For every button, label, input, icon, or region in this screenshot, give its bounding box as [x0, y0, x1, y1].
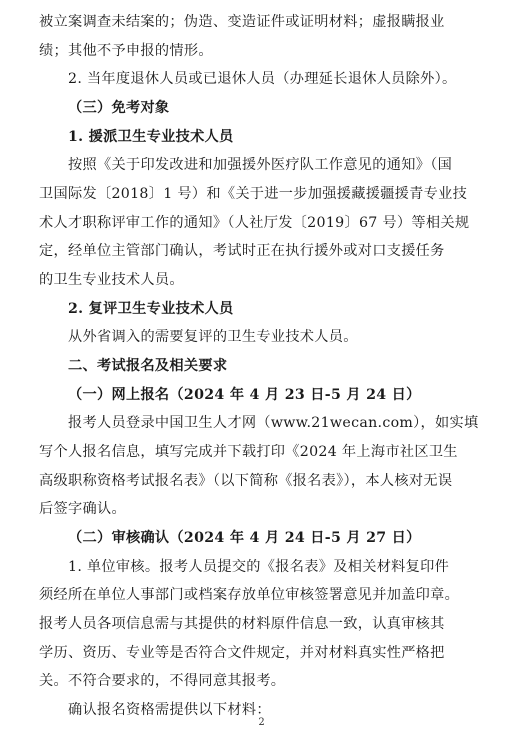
text-line: 确认报名资格需提供以下材料： — [68, 702, 271, 718]
text-line: 的卫生专业技术人员。 — [39, 272, 184, 288]
section-heading: （三）免考对象 — [68, 100, 170, 116]
subsection-heading: 2. 复评卫生专业技术人员 — [68, 301, 234, 317]
text-line: 学历、资历、专业等是否符合文件规定，并对材料真实性严格把 — [39, 645, 445, 661]
text-line: 从外省调入的需要复评的卫生专业技术人员。 — [68, 329, 358, 345]
subsection-heading: 1. 援派卫生专业技术人员 — [68, 129, 234, 145]
text-line: 术人才职称评审工作的通知》（人社厅发〔2019〕67 号）等相关规 — [39, 215, 470, 231]
text-line: 写个人报名信息，填写完成并下载打印《2024 年上海市社区卫生 — [39, 444, 458, 460]
section-heading: （二）审核确认（2024 年 4 月 24 日-5 月 27 日） — [68, 530, 421, 546]
text-line: 须经所在单位人事部门或档案存放单位审核签署意见并加盖印章。 — [39, 587, 460, 603]
text-line: 报考人员各项信息需与其提供的材料原件信息一致，认真审核其 — [39, 616, 445, 632]
text-line: 报考人员登录中国卫生人才网（www.21wecan.com），如实填 — [68, 415, 479, 431]
text-line: 卫国际发〔2018〕1 号）和《关于进一步加强援藏援疆援青专业技 — [39, 186, 468, 202]
text-line: 1. 单位审核。报考人员提交的《报名表》及相关材料复印件 — [68, 559, 450, 575]
section-heading: （一）网上报名（2024 年 4 月 23 日-5 月 24 日） — [68, 387, 421, 403]
text-line: 绩；其他不予申报的情形。 — [39, 43, 213, 59]
page-number: 2 — [258, 717, 265, 728]
text-line: 高级职称资格考试报名表》（以下简称《报名表》），本人核对无误 — [39, 473, 453, 489]
text-line: 被立案调查未结案的；伪造、变造证件或证明材料；虚报瞒报业 — [39, 14, 445, 30]
text-line: 定，经单位主管部门确认，考试时正在执行援外或对口支援任务 — [39, 243, 445, 259]
text-line: 按照《关于印发改进和加强援外医疗队工作意见的通知》（国 — [68, 157, 453, 173]
text-line: 后签字确认。 — [39, 501, 126, 517]
text-line: 2. 当年度退休人员或已退休人员（办理延长退休人员除外）。 — [68, 71, 457, 87]
text-line: 关。不符合要求的，不得同意其报考。 — [39, 673, 286, 689]
section-heading: 二、考试报名及相关要求 — [68, 358, 228, 374]
